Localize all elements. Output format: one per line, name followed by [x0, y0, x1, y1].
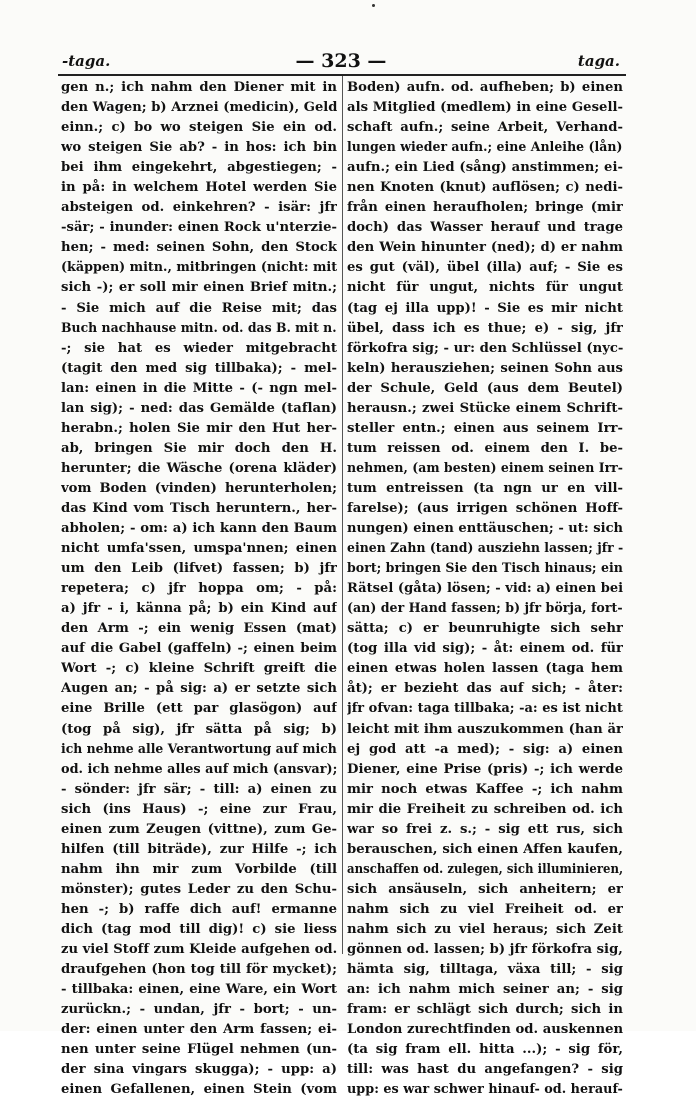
text-line: Diener, eine Prise (pris) -; ich werde [347, 761, 623, 777]
header-right-guideword: taga. [577, 52, 620, 70]
text-line: (tog illa vid sig); - åt: einem od. für [347, 641, 623, 657]
text-line: mönster); gutes Leder zu den Schu- [61, 881, 337, 897]
text-line: leicht mit ihm auszukommen (han är [347, 721, 623, 737]
text-line: doch) das Wasser herauf und trage [347, 220, 623, 236]
text-line: Buch nachhause mitn. od. das B. mit n. [61, 320, 337, 336]
text-line: (an) der Hand fassen; b) jfr börja, fort- [347, 601, 623, 617]
text-line: nungen) einen enttäuschen; - ut: sich [347, 521, 623, 537]
text-line: nicht für ungut, nichts für ungut [347, 280, 623, 296]
text-line: repetera; c) jfr hoppa om; - på: [61, 581, 337, 597]
text-line: bort; bringen Sie den Tisch hinaus; ein [347, 561, 623, 577]
text-line: gönnen od. lassen; b) jfr förkofra sig, [347, 942, 623, 958]
text-line: einen Gefallenen, einen Stein (vom [61, 1082, 337, 1098]
text-line: nehmen, (am besten) einem seinen Irr- [347, 460, 623, 476]
text-line: zu viel Stoff zum Kleide aufgehen od. [61, 942, 337, 958]
text-line: nahm sich zu viel Freiheit od. er [347, 901, 623, 917]
text-line: der sina vingars skugga); - upp: a) [61, 1062, 337, 1078]
text-line: eine Brille (ett par glasögon) auf [61, 701, 337, 717]
text-line: als Mitglied (medlem) in eine Gesell- [347, 100, 623, 116]
text-line: in på: in welchem Hotel werden Sie [61, 180, 337, 196]
text-line: (tagit den med sig tillbaka); - mel- [61, 360, 337, 376]
text-line: ej god att -a med); - sig: a) einen [347, 741, 623, 757]
text-line: aufn.; ein Lied (sång) anstimmen; ei- [347, 160, 623, 176]
text-line: den Arm -; ein wenig Essen (mat) [61, 621, 337, 637]
text-line: einn.; c) bo wo steigen Sie ein od. [61, 120, 337, 136]
text-line: tum reissen od. einem den I. be- [347, 440, 623, 456]
text-line: jfr ofvan: taga tillbaka; -a: es ist nicht [347, 701, 623, 717]
text-line: - sönder: jfr sär; - till: a) einen zu [61, 781, 337, 797]
text-line: Boden) aufn. od. aufheben; b) einen [347, 80, 623, 95]
text-line: lungen wieder aufn.; eine Anleihe (lån) [347, 140, 623, 156]
text-line: förkofra sig; - ur: den Schlüssel (nyc- [347, 340, 623, 356]
text-line: hämta sig, tilltaga, växa till; - sig [347, 962, 623, 978]
text-line: einen etwas holen lassen (taga hem [347, 661, 623, 677]
text-line: herabn.; holen Sie mir den Hut her- [61, 420, 337, 436]
text-line: fram: er schlägt sich durch; sich in [347, 1002, 623, 1018]
text-line: London zurechtfinden od. auskennen [347, 1022, 623, 1038]
text-line: der Schule, Geld (aus dem Beutel) [347, 380, 623, 396]
text-line: åt); er bezieht das auf sich; - åter: [347, 681, 623, 697]
text-line: der: einen unter den Arm fassen; ei- [61, 1022, 337, 1038]
text-line: till: was hast du angefangen? - sig [347, 1062, 623, 1078]
text-line: einen Zahn (tand) ausziehn lassen; jfr - [347, 541, 623, 557]
text-line: war so frei z. s.; - sig ett rus, sich [347, 821, 623, 837]
text-line: nicht umfa'ssen, umspa'nnen; einen [61, 541, 337, 557]
text-line: (tag ej illa upp)! - Sie es mir nicht [347, 300, 623, 316]
text-line: upp: es war schwer hinauf- od. herauf- [347, 1082, 623, 1098]
right-column [347, 78, 623, 1100]
text-line: hen; - med: seinen Sohn, den Stock [61, 240, 337, 256]
text-line: nahm sich zu viel heraus; sich Zeit [347, 921, 623, 937]
text-line: draufgehen (hon tog till för mycket); [61, 962, 337, 978]
text-line: absteigen od. einkehren? - isär: jfr [61, 200, 337, 216]
text-line: das Kind vom Tisch heruntern., her- [61, 500, 337, 516]
text-line: herausn.; zwei Stücke einem Schrift- [347, 400, 623, 416]
text-line: den Wagen; b) Arznei (medicin), Geld [61, 100, 338, 116]
text-line: schaft aufn.; seine Arbeit, Verhand- [347, 120, 623, 136]
text-line: mir die Freiheit zu schreiben od. ich [347, 801, 623, 817]
text-line: abholen; - om: a) ich kann den Baum [61, 521, 337, 537]
page-number: — 323 — [295, 50, 387, 72]
text-line: mir noch etwas Kaffee -; ich nahm [347, 781, 623, 797]
text-line: farelse); (aus irrigen schönen Hoff- [347, 500, 623, 516]
text-line: -; sie hat es wieder mitgebracht [61, 340, 337, 356]
text-line: den Wein hinunter (ned); d) er nahm [347, 240, 623, 256]
text-line: bei ihm eingekehrt, abgestiegen; - [61, 160, 337, 176]
speck-mark [372, 4, 375, 7]
text-line: ab, bringen Sie mir doch den H. [61, 440, 337, 456]
text-line: nen Knoten (knut) auflösen; c) nedi- [347, 180, 623, 196]
text-line: nahm ihn mir zum Vorbilde (till [61, 861, 337, 877]
text-line: (tog på sig), jfr sätta på sig; b) [61, 721, 337, 737]
text-line: sich ansäuseln, sich anheitern; er [347, 881, 623, 897]
text-line: nen unter seine Flügel nehmen (un- [61, 1042, 337, 1058]
text-line: sich -); er soll mir einen Brief mitn.; [61, 280, 337, 296]
text-line: berauschen, sich einen Affen kaufen, [347, 841, 623, 857]
text-line: sich (ins Haus) -; eine zur Frau, [61, 801, 337, 817]
left-column [61, 78, 337, 1100]
text-line: a) jfr - i, känna på; b) ein Kind auf [61, 601, 337, 617]
text-line: steller entn.; einen aus seinem Irr- [347, 420, 623, 436]
text-line: Wort -; c) kleine Schrift greift die [61, 661, 337, 677]
text-line: - Sie mich auf die Reise mit; das [61, 300, 337, 316]
text-line: lan sig); - ned: das Gemälde (taflan) [61, 400, 337, 416]
text-line: från einen heraufholen; bringe (mir [347, 200, 623, 216]
text-line: um den Leib (lifvet) fassen; b) jfr [61, 561, 337, 577]
text-line: (käppen) mitn., mitbringen (nicht: mit [61, 260, 338, 276]
text-line: dich (tag mod till dig)! c) sie liess [61, 921, 337, 937]
text-line: auf die Gabel (gaffeln) -; einen beim [61, 641, 337, 657]
text-line: (ta sig fram ell. hitta ...); - sig för, [347, 1042, 623, 1058]
text-line: an: ich nahm mich seiner an; - sig [347, 982, 623, 998]
text-line: vom Boden (vinden) herunterholen; [61, 480, 337, 496]
column-divider [342, 76, 343, 954]
text-line: es gut (väl), übel (illa) auf; - Sie es [347, 260, 623, 276]
text-line: hilfen (till biträde), zur Hilfe -; ich [61, 841, 337, 857]
text-line: hen -; b) raffe dich auf! ermanne [61, 901, 337, 917]
text-line: zurückn.; - undan, jfr - bort; - un- [61, 1002, 337, 1018]
text-line: -sär; - inunder: einen Rock u'nterzie- [61, 220, 337, 236]
text-line: einen zum Zeugen (vittne), zum Ge- [61, 821, 337, 837]
text-line: wo steigen Sie ab? - in hos: ich bin [61, 140, 337, 156]
text-line: keln) herausziehen; seinen Sohn aus [347, 360, 623, 376]
text-line: - tillbaka: einen, eine Ware, ein Wort [61, 982, 337, 998]
text-line: Rätsel (gåta) lösen; - vid: a) einen bei [347, 581, 623, 597]
text-line: herunter; die Wäsche (orena kläder) [61, 460, 337, 476]
text-line: od. ich nehme alles auf mich (ansvar); [61, 761, 338, 777]
text-line: übel, dass ich es thue; e) - sig, jfr [347, 320, 623, 336]
page-header [62, 50, 620, 74]
text-line: lan: einen in die Mitte - (- ngn mel- [61, 380, 337, 396]
text-line: anschaffen od. zulegen, sich illuminieren, [347, 861, 623, 877]
text-line: Augen an; - på sig: a) er setzte sich [61, 681, 337, 697]
header-left-guideword: -taga. [62, 52, 111, 70]
text-line: ich nehme alle Verantwortung auf mich [61, 741, 337, 757]
text-line: sätta; c) er beunruhigte sich sehr [347, 621, 623, 637]
text-line: tum entreissen (ta ngn ur en vill- [347, 480, 623, 496]
text-line: gen n.; ich nahm den Diener mit in [61, 80, 337, 95]
